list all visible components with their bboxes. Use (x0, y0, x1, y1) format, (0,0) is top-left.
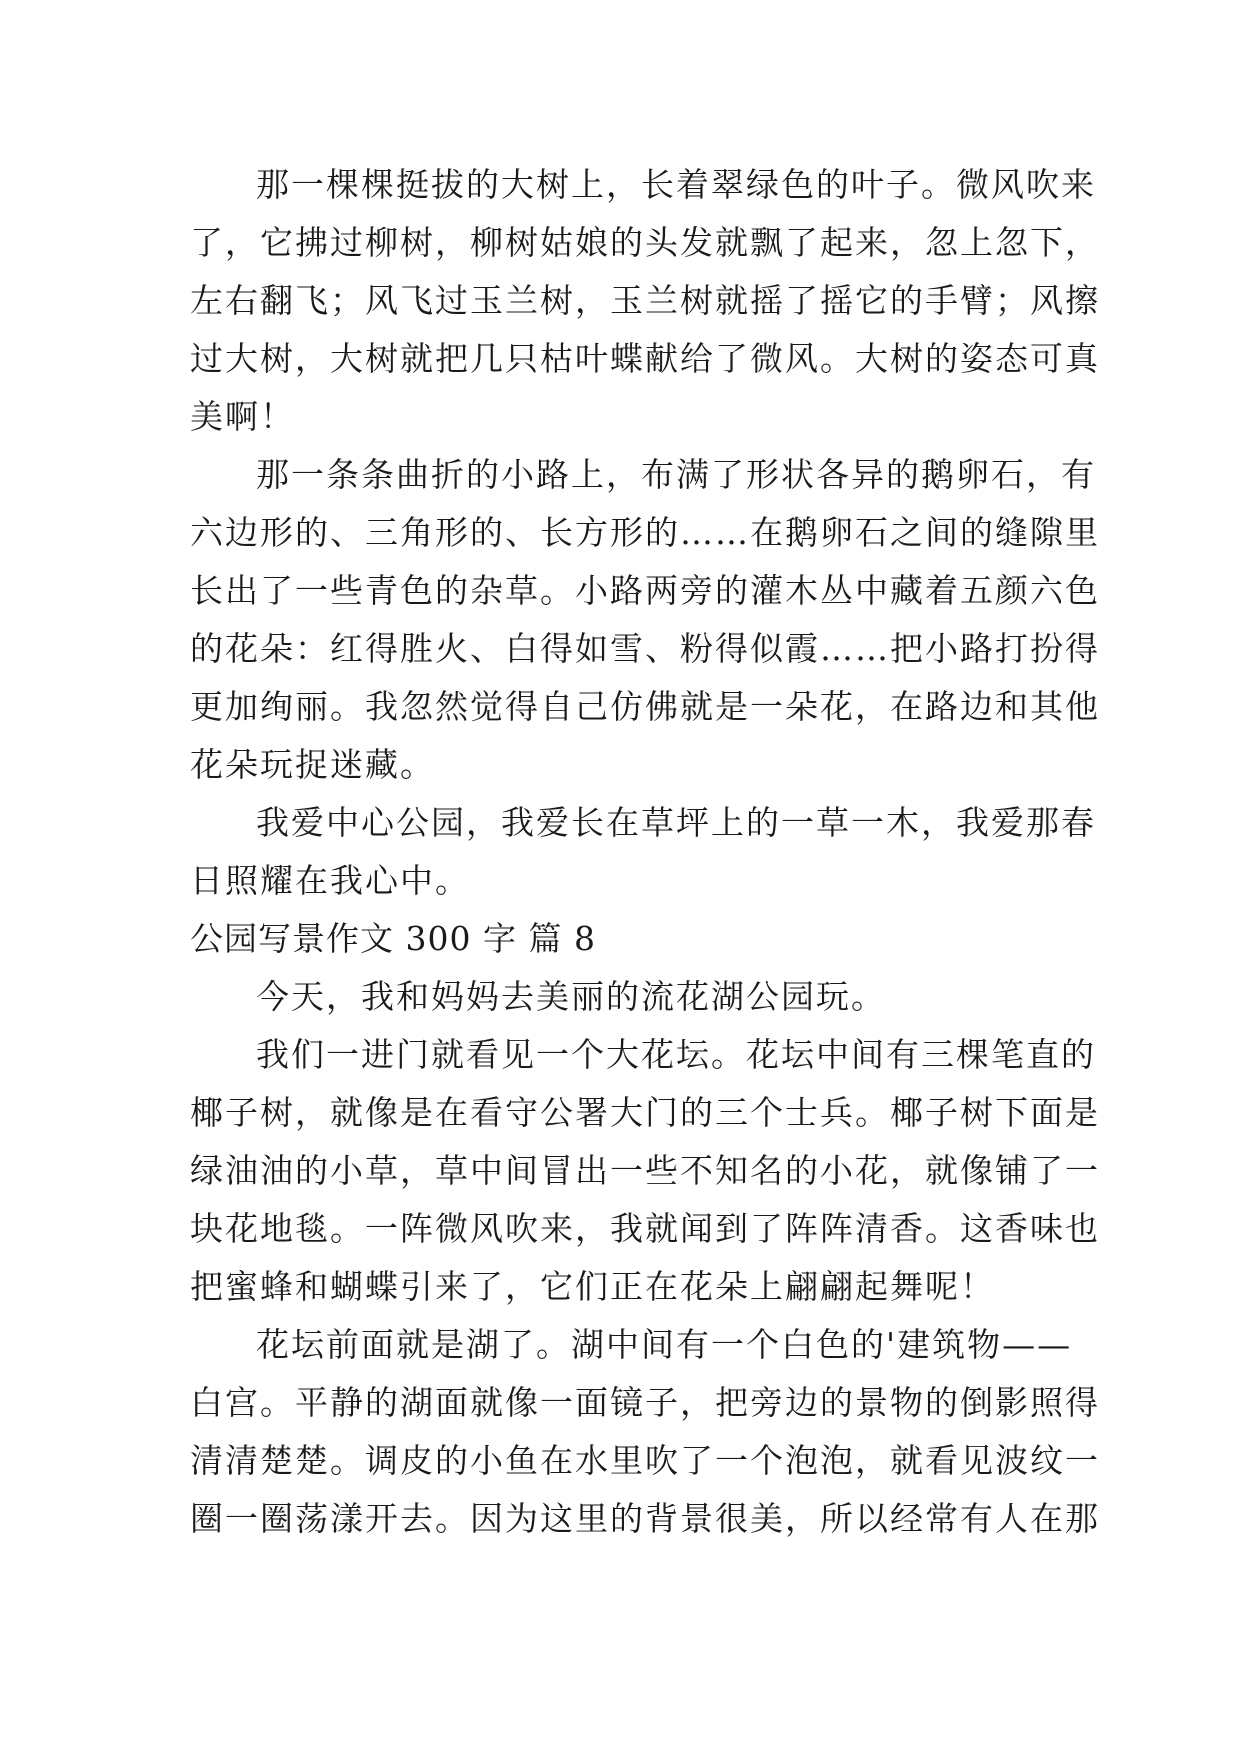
paragraph-line: 今天，我和妈妈去美丽的流花湖公园玩。 (256, 977, 886, 1016)
paragraph-line: 美啊！ (190, 397, 295, 436)
paragraph-line: 圈一圈荡漾开去。因为这里的背景很美，所以经常有人在那 (190, 1499, 1100, 1538)
section-heading: 公园写景作文 300 字 篇 8 (190, 919, 596, 958)
paragraph-line: 左右翻飞；风飞过玉兰树，玉兰树就摇了摇它的手臂；风擦 (190, 281, 1100, 320)
paragraph-line: 长出了一些青色的杂草。小路两旁的灌木丛中藏着五颜六色 (190, 571, 1100, 610)
paragraph-line: 过大树，大树就把几只枯叶蝶献给了微风。大树的姿态可真 (190, 339, 1100, 378)
paragraph-line: 白宫。平静的湖面就像一面镜子，把旁边的景物的倒影照得 (190, 1383, 1100, 1422)
paragraph-line: 绿油油的小草，草中间冒出一些不知名的小花，就像铺了一 (190, 1151, 1100, 1190)
paragraph-line: 那一条条曲折的小路上，布满了形状各异的鹅卵石，有 (256, 455, 1096, 494)
paragraph-line: 我爱中心公园，我爱长在草坪上的一草一木，我爱那春 (256, 803, 1096, 842)
paragraph-line: 把蜜蜂和蝴蝶引来了，它们正在花朵上翩翩起舞呢！ (190, 1267, 995, 1306)
paragraph-line: 的花朵：红得胜火、白得如雪、粉得似霞……把小路打扮得 (190, 629, 1100, 668)
paragraph-line: 花朵玩捉迷藏。 (190, 745, 435, 784)
paragraph-line: 块花地毯。一阵微风吹来，我就闻到了阵阵清香。这香味也 (190, 1209, 1100, 1248)
paragraph-line: 了，它拂过柳树，柳树姑娘的头发就飘了起来，忽上忽下， (190, 223, 1100, 262)
paragraph-line: 清清楚楚。调皮的小鱼在水里吹了一个泡泡，就看见波纹一 (190, 1441, 1100, 1480)
paragraph-line: 我们一进门就看见一个大花坛。花坛中间有三棵笔直的 (256, 1035, 1096, 1074)
paragraph-line: 那一棵棵挺拔的大树上，长着翠绿色的叶子。微风吹来 (256, 165, 1096, 204)
paragraph-line: 六边形的、三角形的、长方形的……在鹅卵石之间的缝隙里 (190, 513, 1100, 552)
paragraph-line: 花坛前面就是湖了。湖中间有一个白色的'建筑物—— (256, 1325, 1073, 1364)
paragraph-line: 日照耀在我心中。 (190, 861, 470, 900)
paragraph-line: 椰子树，就像是在看守公署大门的三个士兵。椰子树下面是 (190, 1093, 1100, 1132)
paragraph-line: 更加绚丽。我忽然觉得自己仿佛就是一朵花，在路边和其他 (190, 687, 1100, 726)
